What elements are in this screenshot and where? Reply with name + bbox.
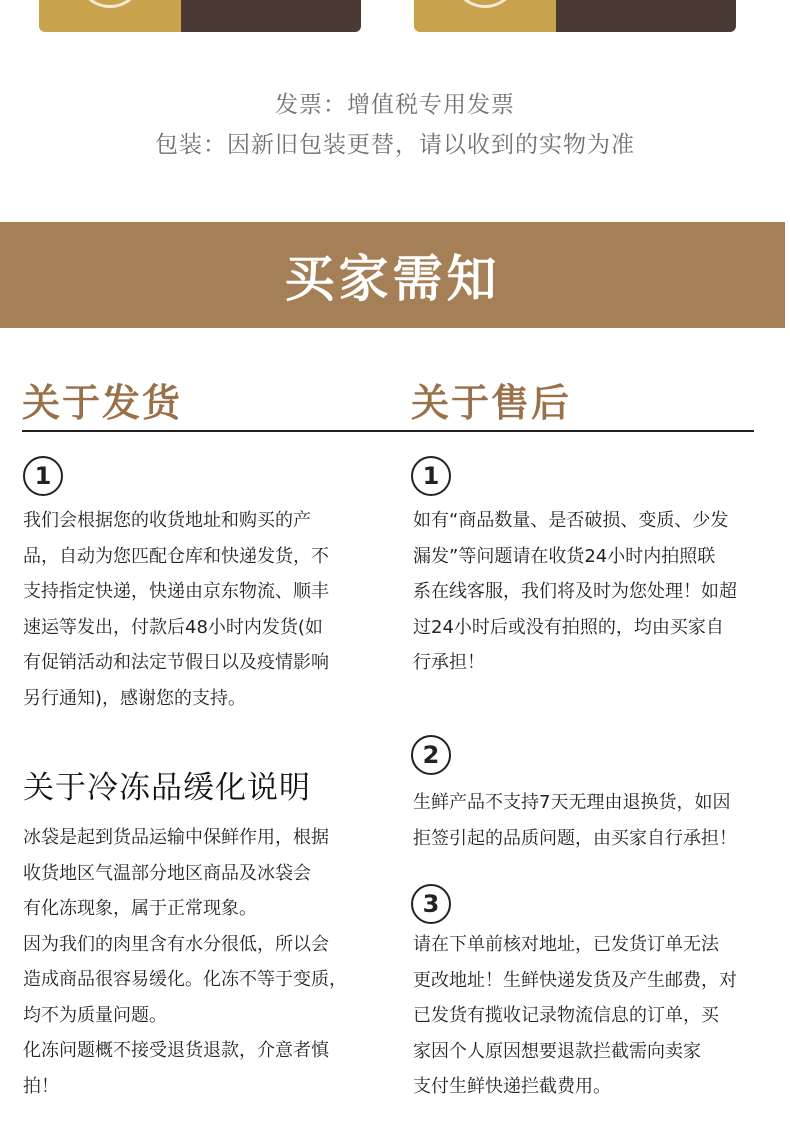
text-line: 系在线客服，我们将及时为您处理！如超 [413, 581, 737, 602]
text-line: 漏发”等问题请在收货24小时内拍照联 [413, 545, 716, 567]
text-line: 速运等发出，付款后48小时内发货(如 [23, 616, 323, 638]
text-line: 已发货有揽收记录物流信息的订单，买 [413, 1005, 719, 1026]
text-line: 支付生鲜快递拦截费用。 [413, 1076, 611, 1097]
aftersale-heading: 关于售后 [411, 381, 572, 425]
text-line: 我们会根据您的收货地址和购买的产 [23, 510, 311, 531]
badge-gold-panel [39, 0, 181, 32]
text-line: 造成商品很容易缓化。化冻不等于变质， [23, 969, 347, 990]
text-line: 有化冻现象，属于正常现象。 [23, 898, 257, 919]
invoice-info: 发票：增值税专用发票 [275, 92, 515, 118]
text-line: 均不为质量问题。 [23, 1004, 167, 1026]
text-line: 因为我们的肉里含有水分很低，所以会 [23, 933, 329, 955]
badge-dark-panel [181, 0, 361, 32]
shipping-paragraph [23, 503, 373, 716]
number-2-icon: 2 [411, 735, 451, 775]
aftersale-paragraph-3 [413, 927, 758, 1105]
text-line: 另行通知)，感谢您的支持。 [23, 687, 247, 709]
aftersale-paragraph-1 [413, 503, 758, 681]
text-line: 更改地址！生鲜快递发货及产生邮费，对 [413, 969, 737, 991]
aftersale-paragraph-2 [413, 785, 758, 856]
text-line: 过24小时后或没有拍照的，均由买家自 [413, 616, 724, 638]
text-line: 收货地区气温部分地区商品及冰袋会 [23, 862, 311, 884]
shipping-heading: 关于发货 [22, 381, 183, 425]
banner-title: 买家需知 [284, 250, 501, 308]
packaging-info: 包装：因新旧包装更替，请以收到的实物为准 [155, 132, 635, 158]
brand-badge-right [414, 0, 736, 32]
badge-ring-icon [77, 0, 143, 8]
text-line: 品，自动为您匹配仓库和快递发货，不 [23, 545, 329, 567]
text-line: 拍！ [23, 1075, 59, 1097]
text-line: 家因个人原因想要退款拦截需向卖家 [413, 1040, 701, 1062]
brand-badge-left [39, 0, 361, 32]
text-line: 冰袋是起到货品运输中保鲜作用，根据 [23, 827, 329, 848]
text-line: 如有“商品数量、是否破损、变质、少发 [413, 510, 729, 531]
text-line: 化冻问题概不接受退货退款，介意者慎 [23, 1040, 329, 1061]
frozen-heading: 关于冷冻品缓化说明 [23, 770, 311, 806]
badge-dark-panel [556, 0, 736, 32]
text-line: 拒签引起的品质问题，由买家自行承担！ [413, 827, 737, 849]
number-1-icon: 1 [23, 456, 63, 496]
section-divider [22, 430, 754, 432]
text-line: 有促销活动和法定节假日以及疫情影响 [23, 652, 329, 673]
number-1-icon: 1 [411, 456, 451, 496]
number-3-icon: 3 [411, 884, 451, 924]
text-line: 生鲜产品不支持7天无理由退换货，如因 [413, 792, 731, 813]
text-line: 请在下单前核对地址，已发货订单无法 [413, 934, 719, 955]
badge-ring-icon [452, 0, 518, 8]
text-line: 行承担！ [413, 652, 485, 673]
badge-gold-panel [414, 0, 556, 32]
frozen-paragraph [23, 820, 373, 1104]
buyer-notice-banner [0, 222, 785, 328]
text-line: 支持指定快递，快递由京东物流、顺丰 [23, 581, 329, 602]
